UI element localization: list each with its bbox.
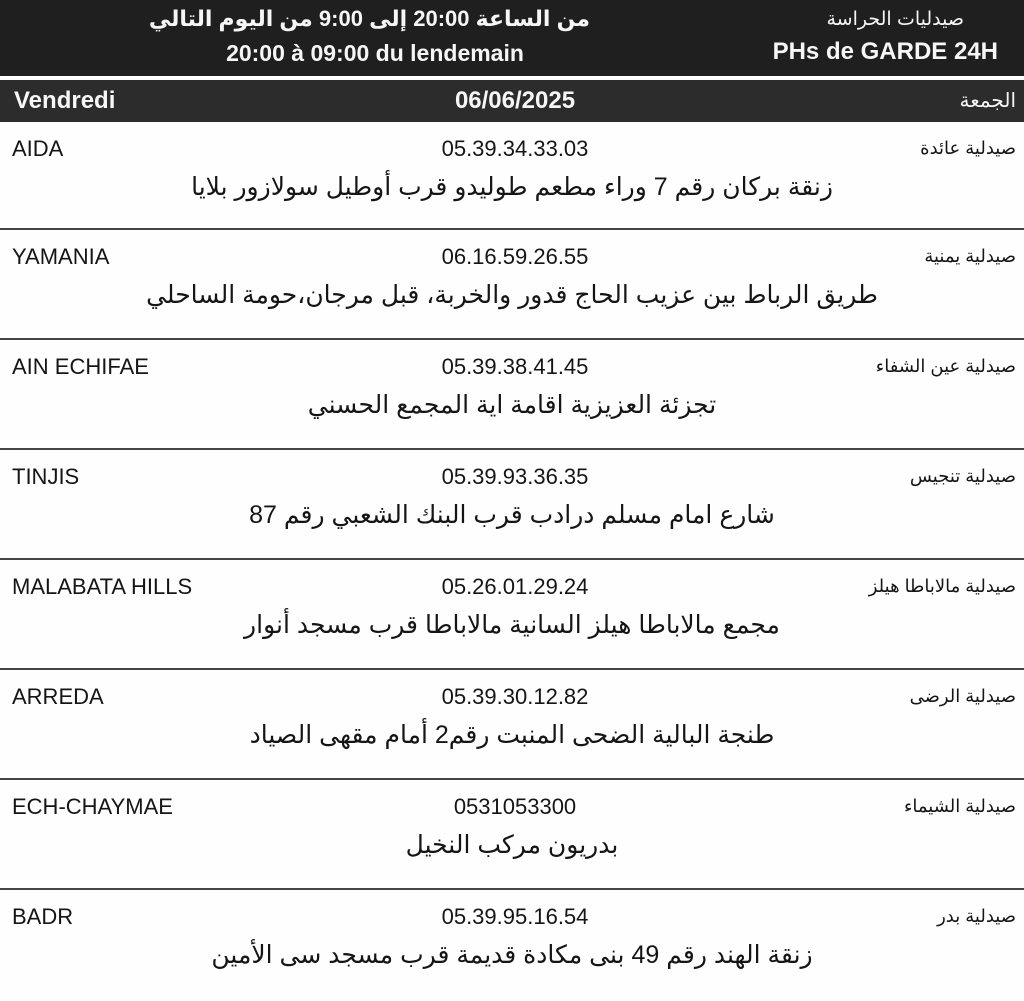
hours-french: 20:00 à 09:00 du lendemain — [226, 40, 524, 66]
pharmacy-entry — [0, 450, 1024, 560]
pharmacy-phone: 05.39.30.12.82 — [441, 684, 589, 709]
pharmacy-entry — [0, 780, 1024, 890]
pharmacy-address: تجزئة العزيزية اقامة اية المجمع الحسني — [307, 391, 717, 419]
pharmacy-name-ar: صيدلية يمنية — [924, 246, 1016, 266]
pharmacy-address: مجمع مالاباطا هيلز السانية مالاباطا قرب مسجد أنوار — [244, 611, 780, 639]
day-band — [0, 78, 1024, 122]
pharmacy-phone: 06.16.59.26.55 — [441, 244, 589, 269]
pharmacy-address: طنجة البالية الضحى المنبت رقم2 أمام مقهى الصياد — [249, 721, 775, 749]
pharmacy-entry — [0, 340, 1024, 450]
pharmacy-name-ar: صيدلية عين الشفاء — [875, 356, 1016, 376]
pharmacy-entry — [0, 230, 1024, 340]
pharmacy-name-fr: AIDA — [12, 136, 64, 161]
title-french: PHs de GARDE 24H — [772, 38, 998, 65]
pharmacy-name-fr: TINJIS — [12, 464, 80, 489]
pharmacy-name-fr: AIN ECHIFAE — [12, 354, 149, 379]
pharmacy-phone: 0531053300 — [453, 794, 577, 819]
pharmacy-name-fr: YAMANIA — [12, 244, 110, 269]
pharmacy-name-ar: صيدلية الشيماء — [903, 796, 1016, 816]
pharmacy-entry — [0, 560, 1024, 670]
pharmacy-name-ar: صيدلية عائدة — [920, 138, 1016, 158]
hours-arabic: من الساعة 20:00 إلى 9:00 من اليوم التالي — [148, 6, 590, 31]
day-french: Vendredi — [14, 87, 116, 114]
date: 06/06/2025 — [454, 87, 576, 114]
pharmacy-address: شارع امام مسلم درادب قرب البنك الشعبي رقم 87 — [249, 501, 775, 529]
pharmacy-entry — [0, 890, 1024, 1000]
pharmacy-address: بدريون مركب النخيل — [405, 831, 619, 859]
pharmacy-name-ar: صيدلية مالاباطا هيلز — [868, 576, 1016, 596]
pharmacy-entry — [0, 122, 1024, 230]
pharmacy-list — [0, 122, 1024, 1000]
pharmacy-name-fr: ECH-CHAYMAE — [12, 794, 173, 819]
pharmacy-entry — [0, 670, 1024, 780]
pharmacy-name-ar: صيدلية الرضى — [909, 686, 1016, 706]
pharmacy-phone: 05.39.38.41.45 — [441, 354, 589, 379]
pharmacy-phone: 05.39.93.36.35 — [441, 464, 589, 489]
pharmacy-phone: 05.26.01.29.24 — [441, 574, 589, 599]
pharmacy-phone: 05.39.95.16.54 — [441, 904, 589, 929]
header-bar — [0, 0, 1024, 76]
pharmacy-name-fr: MALABATA HILLS — [12, 574, 193, 599]
pharmacy-name-fr: ARREDA — [12, 684, 104, 709]
day-arabic: الجمعة — [959, 90, 1016, 112]
pharmacy-name-ar: صيدلية بدر — [937, 906, 1016, 926]
pharmacy-address: زنقة الهند رقم 49 بنى مكادة قديمة قرب مسجد سى الأمين — [211, 941, 813, 969]
title-arabic: صيدليات الحراسة — [826, 9, 964, 30]
pharmacy-name-ar: صيدلية تنجيس — [909, 466, 1016, 486]
pharmacy-address: طريق الرباط بين عزيب الحاج قدور والخربة، قبل مرجان،حومة الساحلي — [146, 281, 878, 309]
pharmacy-phone: 05.39.34.33.03 — [441, 136, 589, 161]
pharmacy-address: زنقة بركان رقم 7 وراء مطعم طوليدو قرب أوطيل سولازور بلايا — [191, 173, 833, 201]
pharmacy-name-fr: BADR — [12, 904, 74, 929]
